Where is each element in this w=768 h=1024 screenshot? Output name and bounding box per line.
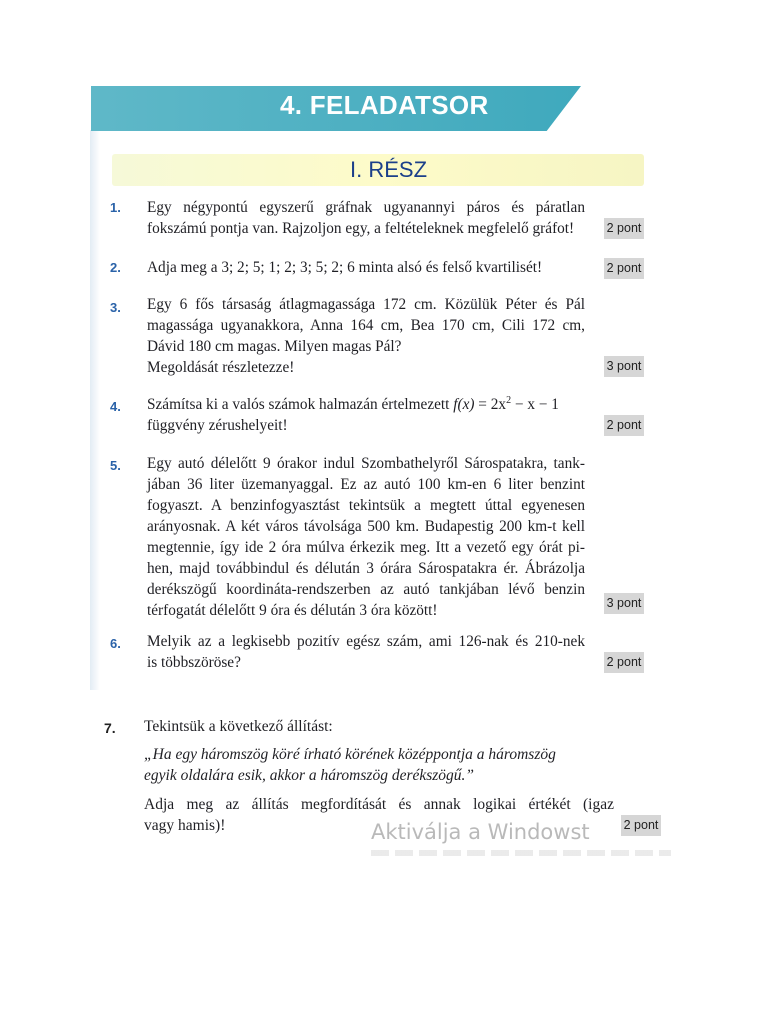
task-line: fokszámú pontja van. Rajzoljon egy, a feltételeknek megfelelő gráfot!: [147, 220, 575, 237]
task-line: magassága ugyanakkora, Anna 164 cm, Bea 170 cm, Cili 172 cm,: [147, 317, 585, 334]
task-text: [147, 631, 585, 673]
task-line: [147, 394, 585, 415]
task-line: Egy négypontú egyszerű gráfnak ugyanannyi páros és páratlan: [147, 199, 585, 216]
task-line: Melyik az a legkisebb pozitív egész szám, ami 126-nak és 210-nek: [147, 633, 585, 650]
task-line: megtennie, így ide 2 óra múlva érkezik meg. Itt a vezető egy órát pi-: [147, 539, 585, 556]
task-line: hen, majd továbbindul és délután 3 órára Sárospatakra ér. Ábrázolja: [147, 560, 585, 577]
points-badge: 2 pont: [621, 815, 661, 836]
task-text: [147, 294, 585, 378]
points-badge: 3 pont: [604, 356, 644, 377]
task-line: függvény zérushelyeit!: [147, 417, 288, 434]
points-badge: 2 pont: [604, 258, 644, 279]
task-text: [147, 453, 585, 621]
task-number: 2.: [110, 260, 121, 275]
task-line-text: Számítsa ki a valós számok halmazán értelmezett: [147, 396, 454, 413]
task-number: 6.: [110, 636, 121, 651]
windows-activation-watermark: Aktiválja a Windowst: [371, 820, 590, 844]
function-expression: = 2x: [474, 396, 507, 413]
points-badge: 2 pont: [604, 415, 644, 436]
page-edge-shadow: [90, 130, 100, 690]
task-text: [147, 197, 585, 239]
watermark-subline: [371, 850, 671, 856]
task-line: Dávid 180 cm magas. Milyen magas Pál?: [147, 338, 402, 355]
task-line: Egy 6 fős társaság átlagmagassága 172 cm. Közülük Péter és Pál: [147, 296, 585, 313]
task-line: Megoldását részletezze!: [147, 359, 295, 376]
task-line: arányosnak. A két város távolsága 500 km. Budapestig 200 km-t kell: [147, 518, 585, 535]
section-title: I. RÉSZ: [350, 157, 428, 182]
points-badge: 2 pont: [604, 652, 644, 673]
function-name: f(x): [453, 396, 475, 413]
scan-gap: [90, 690, 660, 702]
task-line: vagy hamis)!: [144, 817, 226, 834]
statement-quote: egyik oldalára esik, akkor a háromszög derékszögű.”: [144, 767, 475, 784]
function-expression-rest: − x − 1: [511, 396, 559, 413]
task-line: fogyaszt. A benzinfogyasztást tekintsük a megtett úttal egyenesen: [147, 497, 585, 514]
task-number: 4.: [110, 399, 121, 414]
task-line: is többszöröse?: [147, 654, 241, 671]
worksheet-title: 4. FELADATSOR: [280, 90, 489, 120]
task-text: [147, 394, 585, 436]
points-badge: 3 pont: [604, 593, 644, 614]
task-text: [147, 257, 585, 278]
task-number: 5.: [110, 458, 121, 473]
task-line: Adja meg az állítás megfordítását és annak logikai értékét (igaz: [144, 796, 614, 813]
task-line: derékszögű koordináta-rendszerben az autó tankjában lévő benzin: [147, 581, 585, 598]
task-intro: Tekintsük a következő állítást:: [144, 718, 333, 735]
task-line: Egy autó délelőtt 9 órakor indul Szombathelyről Sárospatakra, tank-: [147, 455, 585, 472]
task-number: 1.: [110, 200, 121, 215]
task-line: térfogatát délelőtt 9 óra és délután 3 óra között!: [147, 602, 438, 619]
task-number: 3.: [110, 300, 121, 315]
points-badge: 2 pont: [604, 218, 644, 239]
task-line: Adja meg a 3; 2; 5; 1; 2; 3; 5; 2; 6 minta alsó és felső kvartilisét!: [147, 259, 543, 276]
task-number: 7.: [104, 720, 116, 736]
exponent: 2: [506, 394, 512, 406]
task-text: [144, 716, 614, 836]
statement-quote: „Ha egy háromszög köré írható körének középpontja a háromszög: [144, 746, 556, 763]
task-line: jában 36 liter üzemanyaggal. Ez az autó 100 km-en 6 liter benzint: [147, 476, 585, 493]
